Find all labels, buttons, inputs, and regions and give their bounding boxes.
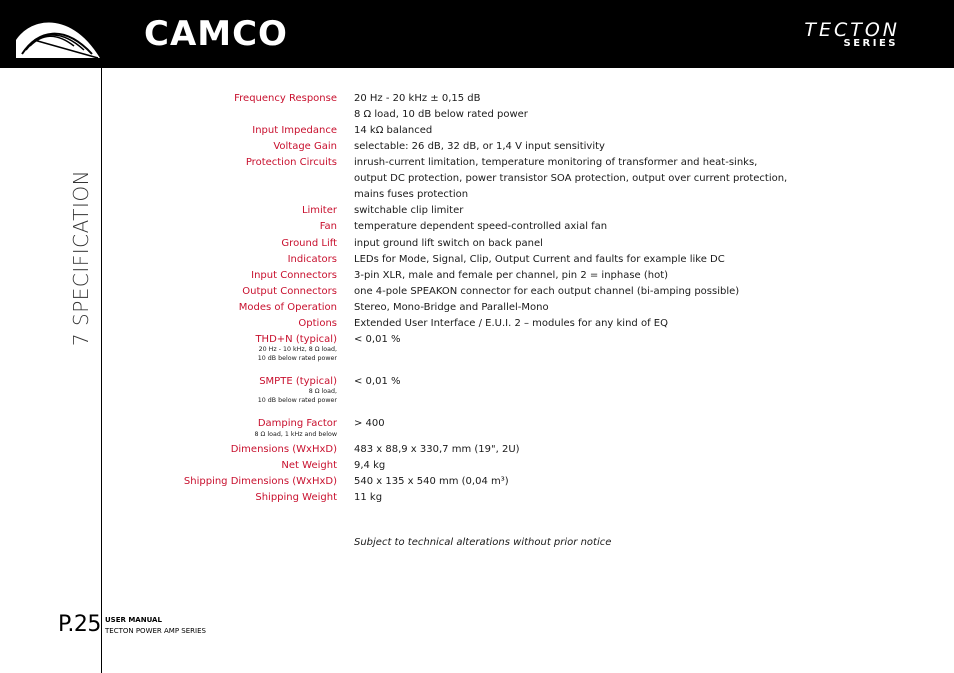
series-title: TECTON bbox=[804, 19, 900, 41]
spec-value: > 400 bbox=[354, 418, 385, 429]
spec-value: selectable: 26 dB, 32 dB, or 1,4 V input sensitivity bbox=[354, 141, 605, 152]
spec-label: Output Connectors bbox=[242, 286, 337, 297]
spec-label: Input Connectors bbox=[251, 270, 337, 281]
spec-label: Modes of Operation bbox=[238, 302, 337, 313]
spec-value: switchable clip limiter bbox=[354, 205, 464, 216]
spec-value: output DC protection, power transistor SOA protection, output over current protection, bbox=[354, 173, 788, 184]
camco-logo-icon bbox=[12, 10, 102, 62]
series-subtitle: SERIES bbox=[843, 38, 898, 49]
spec-value: 9,4 kg bbox=[354, 460, 386, 471]
spec-label: Voltage Gain bbox=[273, 141, 337, 152]
spec-value: mains fuses protection bbox=[354, 189, 469, 200]
header-bar bbox=[0, 0, 954, 68]
spec-label: Options bbox=[298, 318, 337, 329]
spec-value: 14 kΩ balanced bbox=[354, 125, 433, 136]
page-number: P.25 bbox=[58, 612, 101, 637]
spec-label: Shipping Weight bbox=[255, 492, 337, 503]
spec-value: 3-pin XLR, male and female per channel, pin 2 = inphase (hot) bbox=[354, 270, 669, 281]
spec-note: 10 dB below rated power bbox=[257, 355, 337, 362]
spec-label: Dimensions (WxHxD) bbox=[230, 444, 337, 455]
spec-label: Damping Factor bbox=[257, 418, 337, 429]
spec-label: THD+N (typical) bbox=[255, 334, 337, 345]
spec-value: input ground lift switch on back panel bbox=[354, 238, 543, 249]
spec-value: Extended User Interface / E.U.I. 2 – modules for any kind of EQ bbox=[354, 318, 668, 329]
spec-label: Protection Circuits bbox=[245, 157, 337, 168]
spec-note: 8 Ω load, 1 kHz and below bbox=[254, 431, 337, 438]
spec-value: LEDs for Mode, Signal, Clip, Output Current and faults for example like DC bbox=[354, 254, 725, 265]
margin-divider bbox=[101, 68, 102, 673]
spec-value: 11 kg bbox=[354, 492, 383, 503]
spec-note: 8 Ω load, bbox=[308, 388, 337, 395]
spec-value: temperature dependent speed-controlled axial fan bbox=[354, 221, 608, 232]
brand-name: CAMCO bbox=[144, 14, 288, 54]
spec-value: < 0,01 % bbox=[354, 376, 401, 387]
spec-label: Indicators bbox=[287, 254, 337, 265]
section-title: 7 SPECIFICATION bbox=[69, 169, 93, 347]
spec-label: Ground Lift bbox=[281, 238, 337, 249]
spec-note: 20 Hz - 10 kHz, 8 Ω load, bbox=[258, 346, 337, 353]
spec-value: < 0,01 % bbox=[354, 334, 401, 345]
footer-subtitle: TECTON POWER AMP SERIES bbox=[105, 627, 206, 635]
disclaimer-note: Subject to technical alterations without prior notice bbox=[354, 537, 612, 548]
footer-title: USER MANUAL bbox=[105, 616, 162, 624]
spec-label: SMPTE (typical) bbox=[259, 376, 337, 387]
spec-label: Net Weight bbox=[281, 460, 337, 471]
spec-value: 20 Hz - 20 kHz ± 0,15 dB bbox=[354, 93, 481, 104]
spec-value: 483 x 88,9 x 330,7 mm (19", 2U) bbox=[354, 444, 520, 455]
spec-value: Stereo, Mono-Bridge and Parallel-Mono bbox=[354, 302, 549, 313]
spec-label: Shipping Dimensions (WxHxD) bbox=[183, 476, 337, 487]
spec-label: Limiter bbox=[301, 205, 337, 216]
spec-label: Frequency Response bbox=[234, 93, 337, 104]
spec-label: Input Impedance bbox=[252, 125, 337, 136]
spec-value: inrush-current limitation, temperature monitoring of transformer and heat-sinks, bbox=[354, 157, 758, 168]
spec-value: one 4-pole SPEAKON connector for each output channel (bi-amping possible) bbox=[354, 286, 740, 297]
spec-value: 540 x 135 x 540 mm (0,04 m³) bbox=[354, 476, 509, 487]
spec-value: 8 Ω load, 10 dB below rated power bbox=[354, 109, 528, 120]
spec-note: 10 dB below rated power bbox=[257, 397, 337, 404]
spec-label: Fan bbox=[319, 221, 337, 232]
